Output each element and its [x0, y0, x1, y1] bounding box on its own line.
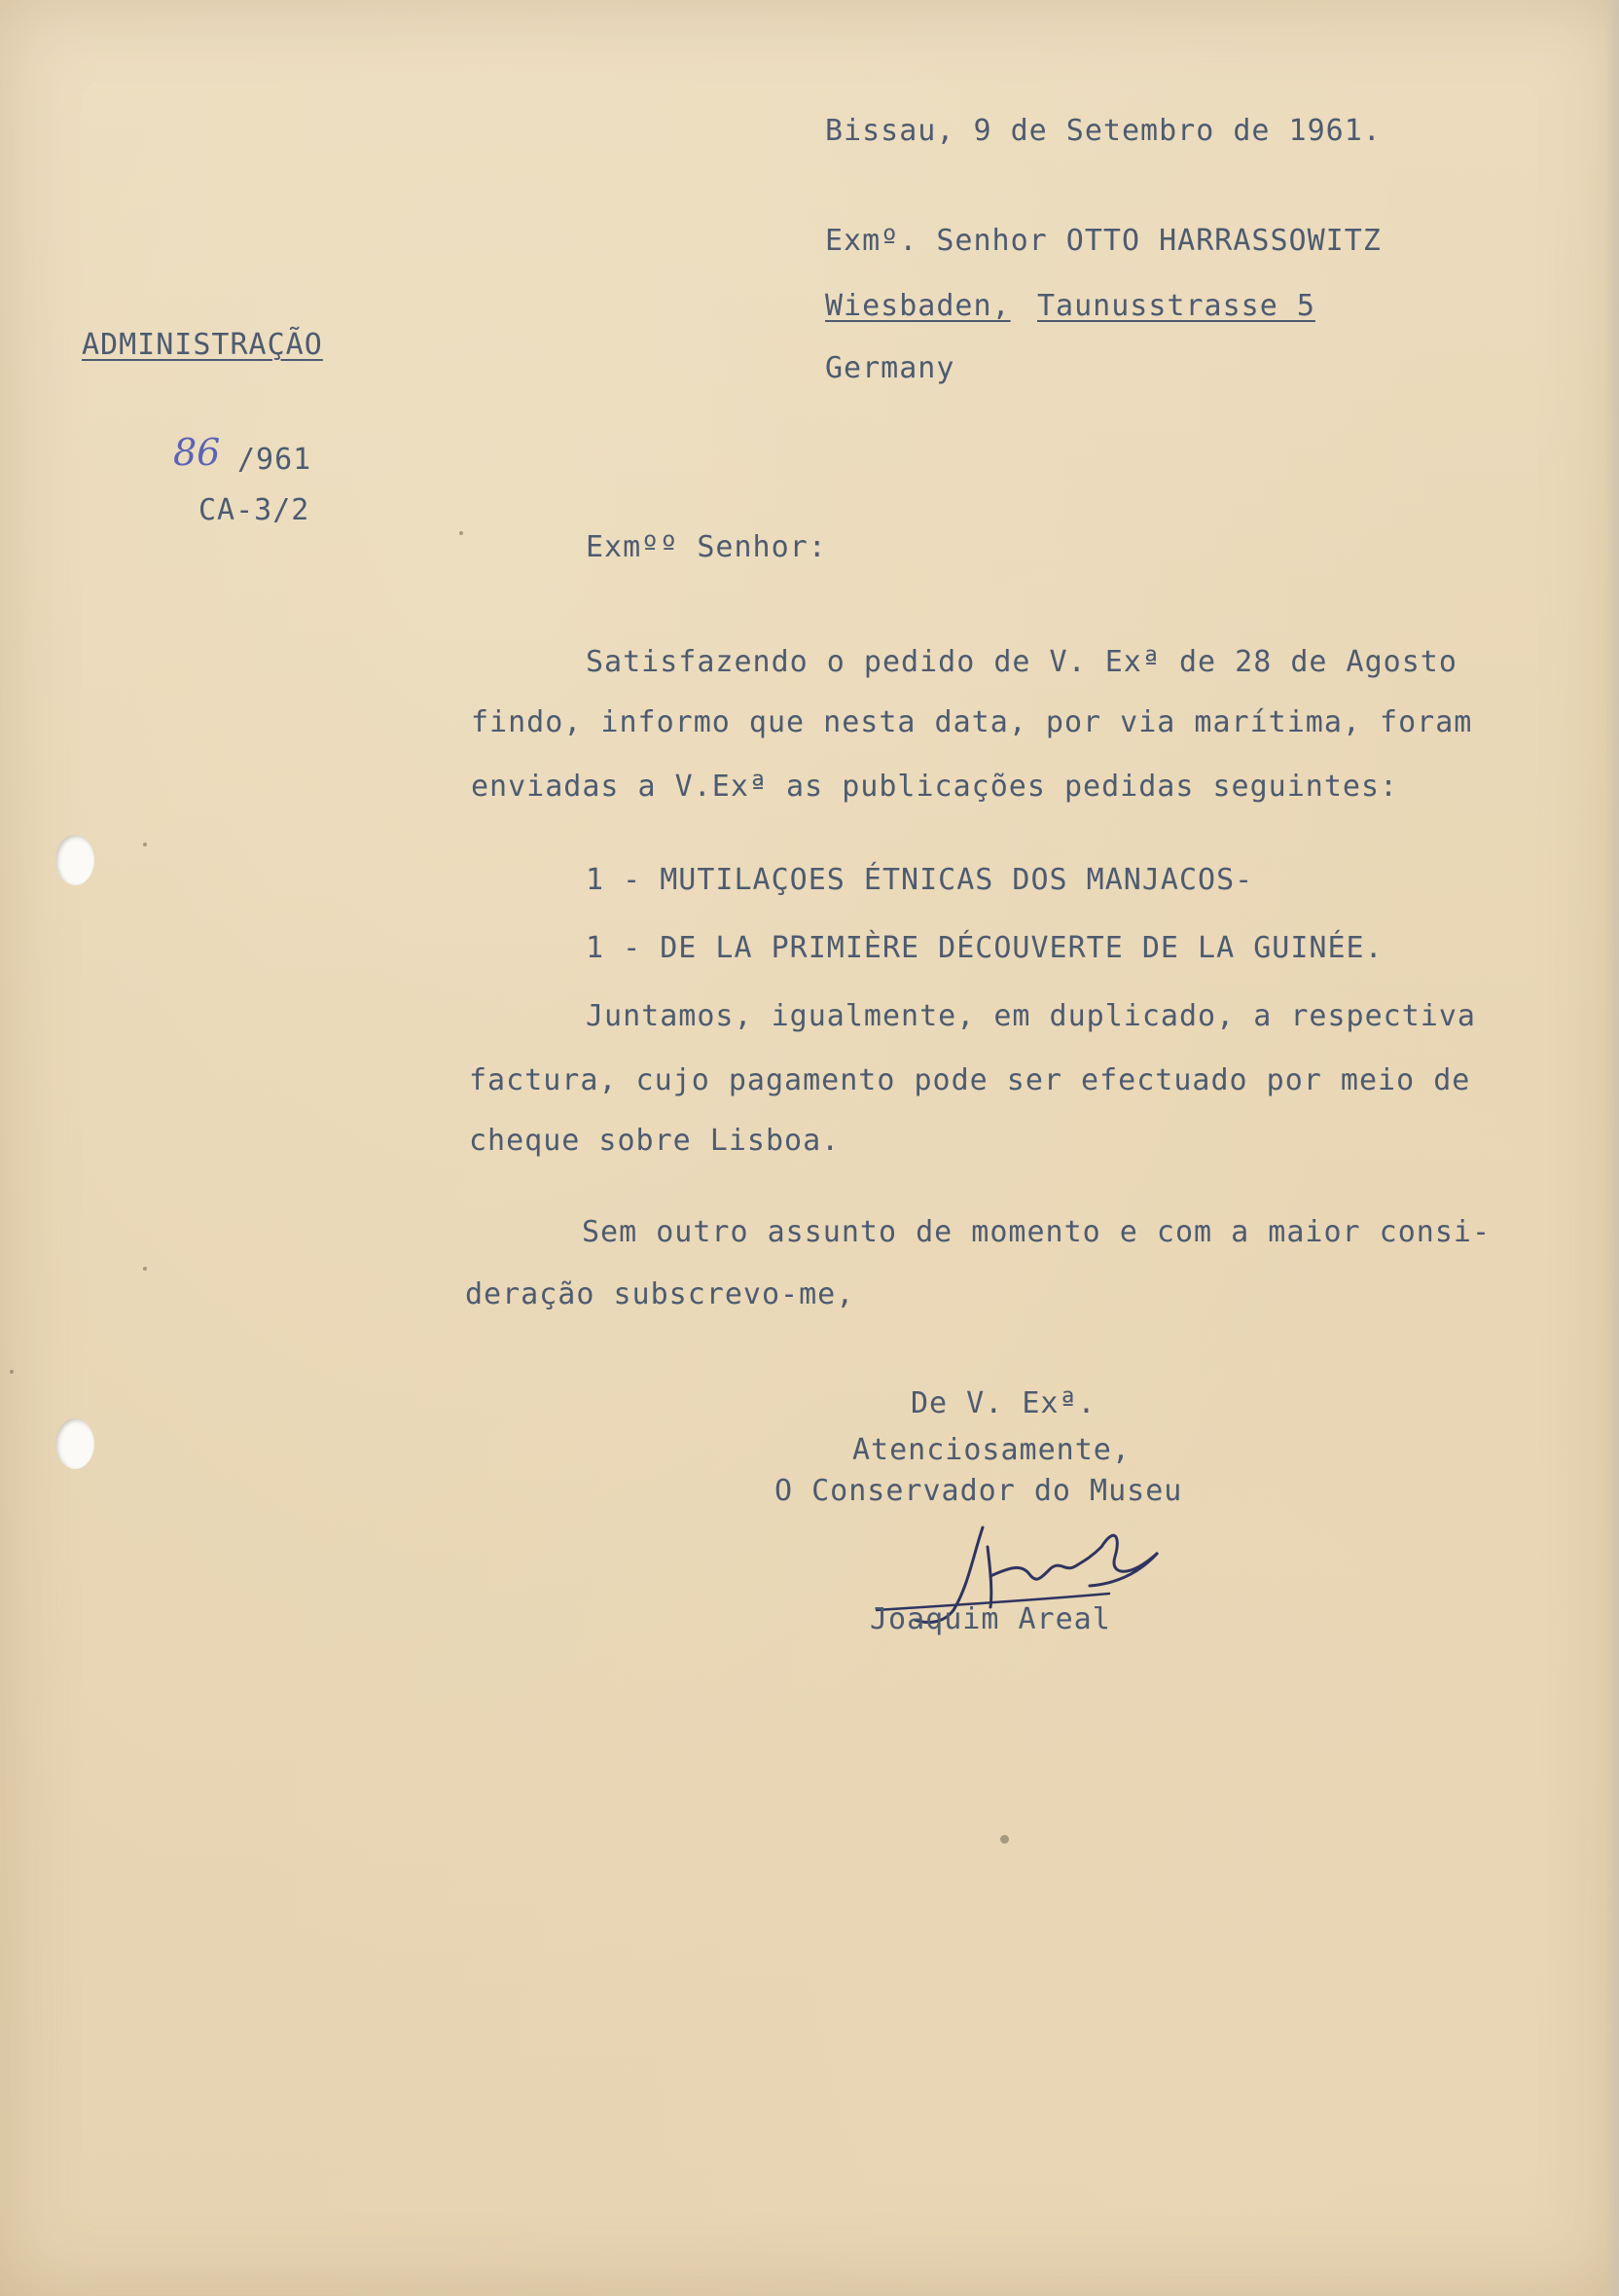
paper-speck: [459, 531, 463, 535]
paper-speck: [1000, 1835, 1009, 1844]
recipient-street: Taunusstrasse 5: [1037, 289, 1315, 323]
body-line: enviadas a V.Exª as publicações pedidas seguintes:: [471, 770, 1399, 804]
department-heading: ADMINISTRAÇÃO: [82, 328, 323, 362]
publication-item: 1 - DE LA PRIMIÈRE DÉCOUVERTE DE LA GUINÉE.: [586, 931, 1384, 965]
reference-year: /961: [237, 443, 312, 477]
body-line: Sem outro assunto de momento e com a maior consi-: [582, 1215, 1492, 1249]
paper-speck: [143, 1267, 147, 1271]
punch-hole-bottom: [55, 1418, 94, 1469]
reference-number: 86: [173, 431, 221, 474]
signer-name: Joaquim Areal: [870, 1602, 1111, 1636]
closing-line: O Conservador do Museu: [774, 1474, 1183, 1508]
closing-line: Atenciosamente,: [852, 1433, 1131, 1467]
closing-line: De V. Exª.: [911, 1386, 1097, 1420]
reference-code: CA-3/2: [198, 493, 310, 527]
body-line: findo, informo que nesta data, por via marítima, foram: [471, 705, 1473, 739]
publication-item: 1 - MUTILAÇOES ÉTNICAS DOS MANJACOS-: [586, 863, 1254, 897]
body-line: factura, cujo pagamento pode ser efectuado por meio de: [469, 1063, 1471, 1097]
paper-speck: [10, 1370, 14, 1374]
paper-speck: [143, 843, 147, 846]
punch-hole-top: [55, 835, 94, 885]
recipient-country: Germany: [825, 351, 955, 385]
recipient-name: Exmº. Senhor OTTO HARRASSOWITZ: [825, 224, 1382, 258]
paper-edge: [1605, 0, 1619, 2296]
body-line: Satisfazendo o pedido de V. Exª de 28 de Agosto: [586, 645, 1457, 679]
date-line: Bissau, 9 de Setembro de 1961.: [825, 114, 1382, 148]
body-line: cheque sobre Lisboa.: [469, 1124, 841, 1158]
salutation: Exmºº Senhor:: [586, 530, 827, 564]
recipient-city: Wiesbaden,: [825, 289, 1011, 323]
body-line: Juntamos, igualmente, em duplicado, a respectiva: [586, 999, 1476, 1033]
body-line: deração subscrevo-me,: [465, 1277, 855, 1311]
